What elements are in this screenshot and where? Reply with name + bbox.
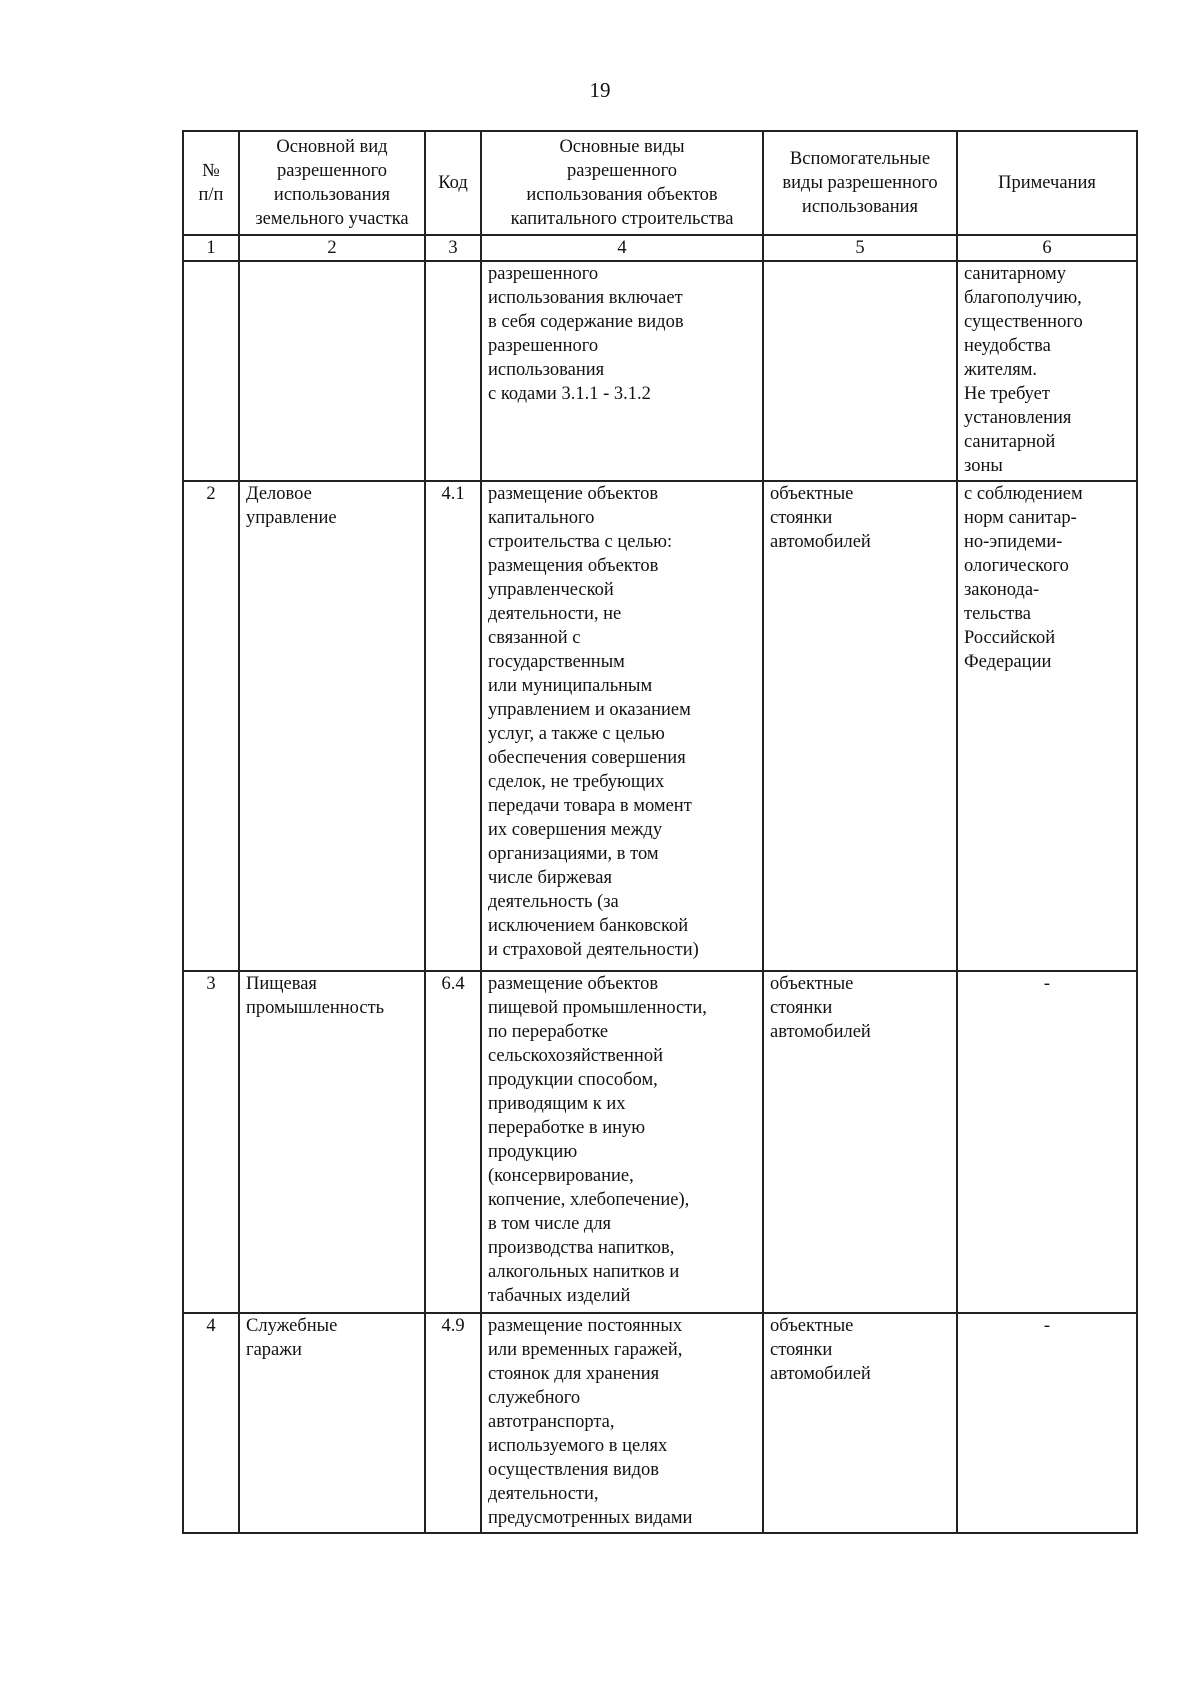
row-num: 4	[183, 1313, 239, 1533]
header-code: Код	[425, 131, 481, 235]
row-land-use: Пищевая промышленность	[239, 971, 425, 1313]
table-row	[183, 971, 1137, 1313]
row-code: 4.1	[425, 481, 481, 971]
header-land-use: Основной вид разрешенного использования земельного участка	[239, 131, 425, 235]
row-capital-use: размещение объектов пищевой промышленности, по переработке сельскохозяйственной продукции способом, приводящим к их переработке в иную продукцию (консервирование, копчение, хлебопечение), в том числе для производства напитков, алкогольных напитков и табачных изделий	[481, 971, 763, 1313]
header-aux-use: Вспомогательные виды разрешенного использования	[763, 131, 957, 235]
row-capital-use: разрешенного использования включает в себя содержание видов разрешенного использования с кодами 3.1.1 - 3.1.2	[481, 261, 763, 481]
header-capital-use: Основные виды разрешенного использования объектов капитального строительства	[481, 131, 763, 235]
row-num: 2	[183, 481, 239, 971]
row-notes: санитарному благополучию, существенного неудобства жителям. Не требует установления санитарной зоны	[957, 261, 1137, 481]
row-notes: -	[957, 1313, 1137, 1533]
column-number: 6	[957, 235, 1137, 261]
row-capital-use: размещение объектов капитального строительства с целью: размещения объектов управленческой деятельности, не связанной с государственным или муниципальным управлением и оказанием услуг, а также с целью обеспечения совершения сделок, не требующих передачи товара в момент их совершения между организациями, в том числе биржевая деятельность (за исключением банковской и страховой деятельности)	[481, 481, 763, 971]
row-aux-use: объектные стоянки автомобилей	[763, 1313, 957, 1533]
row-aux-use	[763, 261, 957, 481]
row-land-use	[239, 261, 425, 481]
row-aux-use: объектные стоянки автомобилей	[763, 971, 957, 1313]
row-num: 3	[183, 971, 239, 1313]
table-row	[183, 1313, 1137, 1533]
row-notes: с соблюдением норм санитар- но-эпидеми- ологического законода- тельства Российской Федерации	[957, 481, 1137, 971]
table-header-row	[183, 131, 1137, 235]
row-code: 6.4	[425, 971, 481, 1313]
row-num	[183, 261, 239, 481]
row-notes: -	[957, 971, 1137, 1313]
table-row	[183, 481, 1137, 971]
column-number-row	[183, 235, 1137, 261]
row-land-use: Деловое управление	[239, 481, 425, 971]
row-capital-use: размещение постоянных или временных гаражей, стоянок для хранения служебного автотранспорта, используемого в целях осуществления видов деятельности, предусмотренных видами	[481, 1313, 763, 1533]
row-code: 4.9	[425, 1313, 481, 1533]
header-num: № п/п	[183, 131, 239, 235]
row-land-use: Служебные гаражи	[239, 1313, 425, 1533]
page-number: 19	[589, 78, 611, 102]
table-row	[183, 261, 1137, 481]
row-aux-use: объектные стоянки автомобилей	[763, 481, 957, 971]
column-number: 2	[239, 235, 425, 261]
column-number: 5	[763, 235, 957, 261]
column-number: 4	[481, 235, 763, 261]
row-code	[425, 261, 481, 481]
column-number: 1	[183, 235, 239, 261]
header-notes: Примечания	[957, 131, 1137, 235]
column-number: 3	[425, 235, 481, 261]
land-use-table	[182, 130, 1138, 1534]
